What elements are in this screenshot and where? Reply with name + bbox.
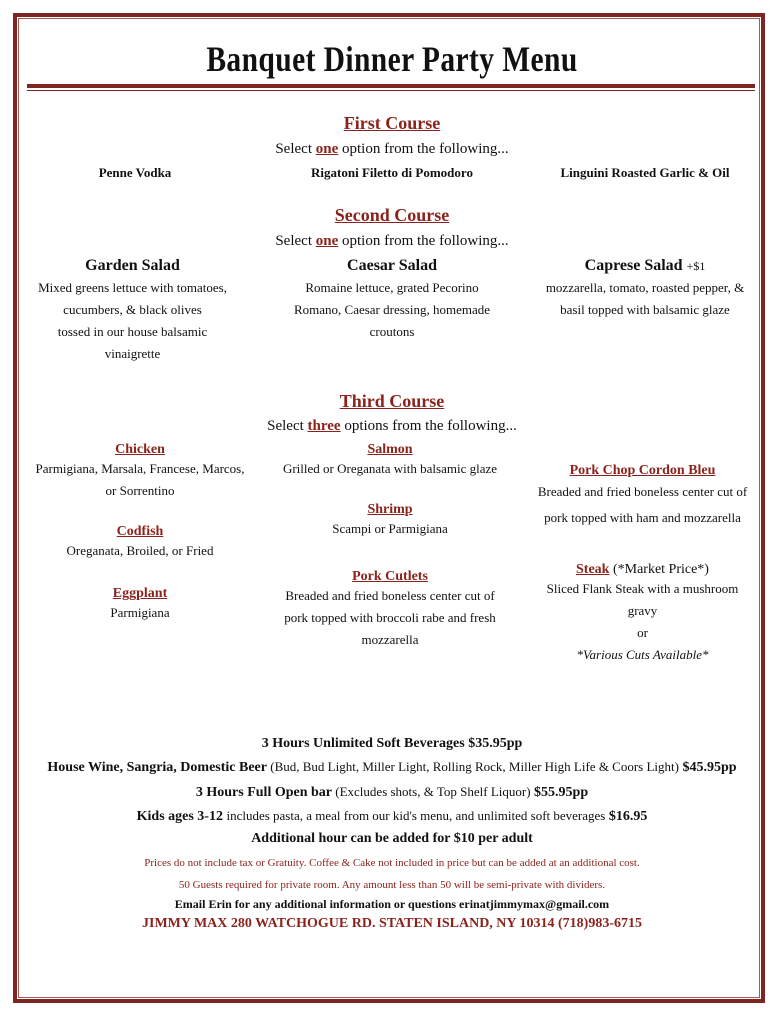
first-course-option-3: Linguini Roasted Garlic & Oil: [560, 165, 730, 180]
first-course-option-2: Rigatoni Filetto di Pomodoro: [311, 165, 473, 180]
title-divider-thin: [27, 90, 755, 91]
eggplant-desc: Parmigiana: [110, 605, 170, 620]
third-course-instructions: Select three options from the following...: [267, 418, 517, 434]
caesar-salad-name: Caesar Salad: [347, 257, 437, 274]
steak-title: [525, 562, 760, 578]
first-course-heading: First Course: [343, 113, 441, 133]
codfish-heading: Codfish: [116, 524, 164, 539]
pork-chop-desc: Breaded and fried boneless center cut of pork topped with ham and mozzarella: [537, 484, 748, 525]
second-course-heading: Second Course: [334, 205, 450, 225]
steak-heading: Steak: [576, 562, 610, 577]
shrimp-heading: Shrimp: [367, 502, 413, 517]
garden-salad: [25, 257, 240, 365]
email-contact: Email Erin for any additional information or questions erinatjimmymax@gmail.com: [174, 897, 610, 911]
caprese-salad: [530, 257, 760, 321]
caprese-surcharge: +$1: [686, 259, 706, 273]
open-bar-package: 3 Hours Full Open bar (Excludes shots, & Top Shelf Liquor) $55.95pp: [195, 784, 589, 800]
chicken-heading: Chicken: [115, 442, 165, 457]
pork-cutlets-desc: Breaded and fried boneless center cut of pork topped with broccoli rabe and fresh mozzarella: [284, 588, 496, 647]
restaurant-address: JIMMY MAX 280 WATCHOGUE RD. STATEN ISLAND, NY 10314 (718)983-6715: [142, 916, 642, 931]
kids-detail: includes pasta, a meal from our kid's menu, and unlimited soft beverages: [226, 808, 606, 823]
eggplant-heading: Eggplant: [112, 586, 168, 601]
shrimp-entree: [270, 502, 510, 540]
house-wine-package: House Wine, Sangria, Domestic Beer (Bud, Bud Light, Miller Light, Rolling Rock, Miller High Life & Coors Light) $45.95pp: [47, 759, 737, 775]
third-course-count: three: [307, 418, 341, 434]
codfish-desc: Oreganata, Broiled, or Fried: [66, 543, 214, 558]
additional-hour: Additional hour can be added for $10 per adult: [251, 831, 533, 846]
steak-market-price: (*Market Price*): [609, 562, 709, 577]
eggplant-entree: [25, 586, 255, 624]
kids-package: Kids ages 3-12 includes pasta, a meal from our kid's menu, and unlimited soft beverages $16.95: [136, 808, 648, 824]
salmon-heading: Salmon: [367, 442, 413, 457]
title-divider: [27, 84, 755, 88]
pork-chop-entree: [525, 463, 760, 531]
codfish-entree: [25, 524, 255, 562]
guests-note: 50 Guests required for private room. Any amount less than 50 will be semi-private with dividers.: [178, 879, 606, 891]
salmon-entree: [270, 442, 510, 480]
chicken-desc: Parmigiana, Marsala, Francese, Marcos, or Sorrentino: [35, 461, 245, 498]
third-course-heading: Third Course: [339, 391, 445, 411]
second-course-count: one: [315, 233, 339, 249]
tax-note: Prices do not include tax or Gratuity. Coffee & Cake not included in price but can be added at an additional cost.: [144, 857, 640, 869]
steak-entree: [525, 562, 760, 666]
first-course-count: one: [315, 141, 339, 157]
pork-chop-heading: Pork Chop Cordon Bleu: [569, 463, 716, 478]
house-wine-detail: (Bud, Bud Light, Miller Light, Rolling Rock, Miller High Life & Coors Light): [270, 759, 679, 774]
menu-title: Banquet Dinner Party Menu: [206, 39, 578, 79]
pork-cutlets-entree: [270, 569, 510, 651]
first-course-instructions: Select one option from the following...: [275, 141, 509, 157]
chicken-entree: [25, 442, 255, 502]
caesar-salad-desc: Romaine lettuce, grated Pecorino Romano, Caesar dressing, homemade croutons: [293, 280, 491, 339]
salmon-desc: Grilled or Oreganata with balsamic glaze: [282, 461, 498, 476]
caprese-salad-name: Caprese Salad +$1: [584, 257, 706, 274]
caprese-salad-desc: mozzarella, tomato, roasted pepper, & basil topped with balsamic glaze: [545, 280, 745, 317]
caesar-salad: [272, 257, 512, 343]
steak-desc: Sliced Flank Steak with a mushroom gravy or *Various Cuts Available*: [525, 578, 760, 666]
steak-cuts-note: *Various Cuts Available*: [576, 647, 709, 662]
shrimp-desc: Scampi or Parmigiana: [332, 521, 448, 536]
open-bar-detail: (Excludes shots, & Top Shelf Liquor): [335, 784, 531, 799]
pork-cutlets-heading: Pork Cutlets: [352, 569, 428, 584]
second-course-instructions: Select one option from the following...: [275, 233, 509, 249]
soft-beverages-package: 3 Hours Unlimited Soft Beverages $35.95pp: [261, 736, 523, 751]
garden-salad-name: Garden Salad: [85, 257, 180, 274]
garden-salad-desc: Mixed greens lettuce with tomatoes, cucumbers, & black olives tossed in our house balsamic vinaigrette: [38, 280, 227, 361]
first-course-option-1: Penne Vodka: [98, 165, 172, 180]
